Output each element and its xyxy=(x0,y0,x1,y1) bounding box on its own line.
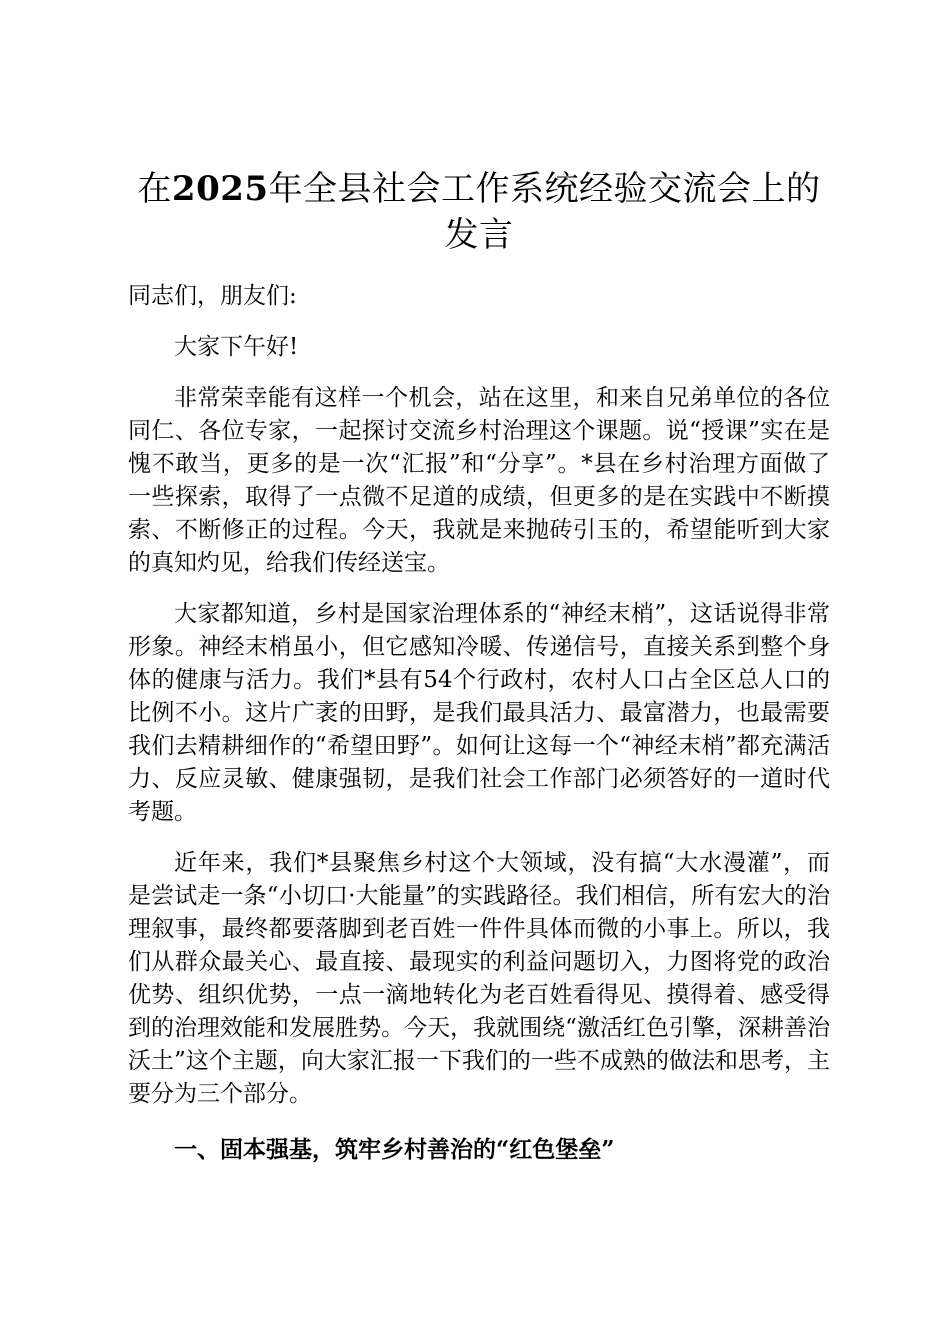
title-year: 2025 xyxy=(171,169,269,209)
title-suffix: 年全县社会工作系统经验交流会上的发言 xyxy=(268,169,821,255)
greeting: 大家下午好! xyxy=(174,334,299,360)
document-body xyxy=(128,166,830,1166)
document-title xyxy=(128,166,830,258)
salutation: 同志们，朋友们: xyxy=(128,283,297,309)
paragraph-2: 大家都知道，乡村是国家治理体系的“神经末梢”，这话说得非常形象。神经末梢虽小，但它感知冷暖、传递信号，直接关系到整个身体的健康与活力。我们*县有54个行政村，农村人口占全区总人口的比例不小。这片广袤的田野，是我们最具活力、最富潜力，也最需要我们去精耕细作的“希望田野”。如何让这每一个“神经末梢”都充满活力、反应灵敏、健康强韧，是我们社会工作部门必须答好的一道时代考题。 xyxy=(128,601,830,825)
paragraph-3: 近年来，我们*县聚焦乡村这个大领域，没有搞“大水漫灌”，而是尝试走一条“小切口·大能量”的实践路径。我们相信，所有宏大的治理叙事，最终都要落脚到老百姓一件件具体而微的小事上。所以，我们从群众最关心、最直接、最现实的利益问题切入，力图将党的政治优势、组织优势，一点一滴地转化为老百姓看得见、摸得着、感受得到的治理效能和发展胜势。今天，我就围绕“激活红色引擎，深耕善治沃土”这个主题，向大家汇报一下我们的一些不成熟的做法和思考，主要分为三个部分。 xyxy=(128,850,830,1107)
section-heading-1: 一、固本强基，筑牢乡村善治的“红色堡垒” xyxy=(174,1136,615,1163)
title-prefix: 在 xyxy=(137,169,172,209)
paragraph-1: 非常荣幸能有这样一个机会，站在这里，和来自兄弟单位的各位同仁、各位专家，一起探讨交流乡村治理这个课题。说“授课”实在是愧不敢当，更多的是一次“汇报”和“分享”。*县在乡村治理方面做了一些探索，取得了一点微不足道的成绩，但更多的是在实践中不断摸索、不断修正的过程。今天，我就是来抛砖引玉的，希望能听到大家的真知灼见，给我们传经送宝。 xyxy=(128,385,830,576)
